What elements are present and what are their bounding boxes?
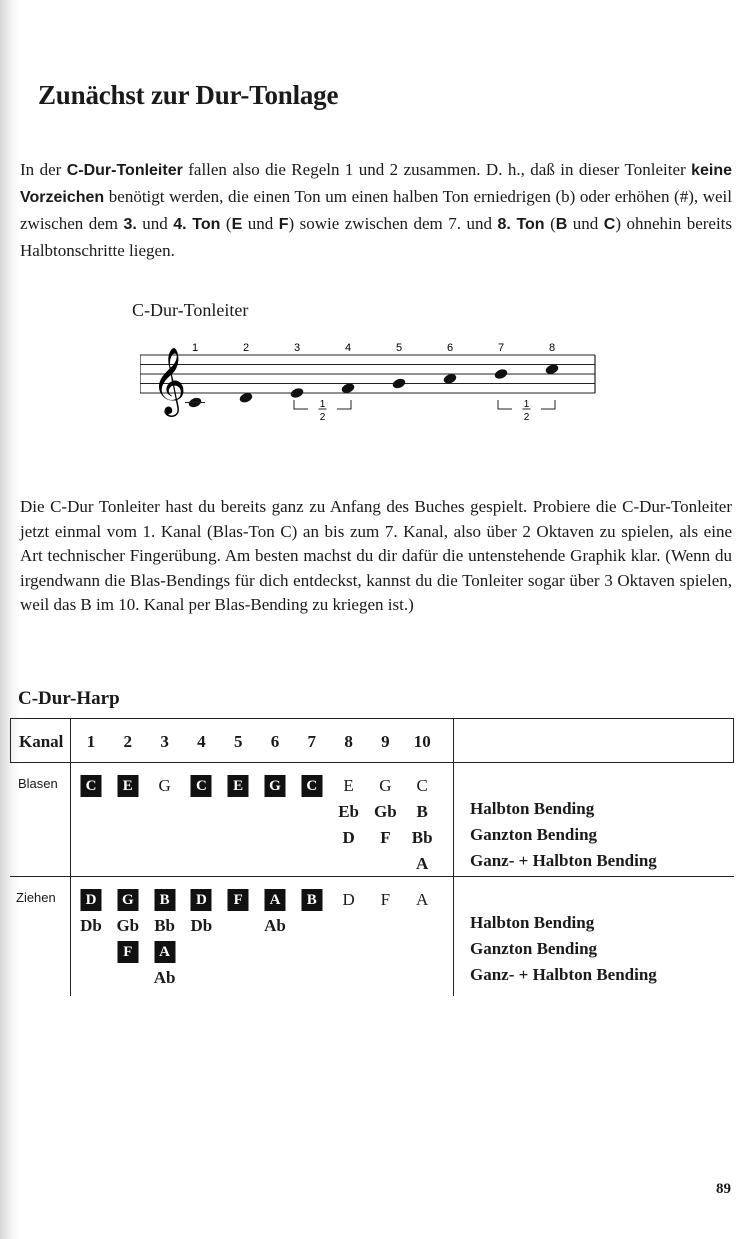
blasen-note-ch9-r2: F [380, 828, 391, 847]
ziehen-legend-whole-half: Ganz- + Halbton Bending [470, 965, 657, 984]
page-number: 89 [716, 1181, 731, 1197]
ziehen-note-ch3-r3: Ab [153, 968, 176, 987]
blasen-note-ch8-r0: E [343, 776, 354, 795]
ziehen-row-label: Ziehen [16, 890, 56, 905]
scale-degree-label: 3 [293, 342, 301, 354]
blasen-note-ch9-r0: G [379, 776, 392, 795]
channel-header-9: 9 [381, 732, 390, 751]
blasen-note-ch6-r0: G [265, 775, 286, 797]
channel-header-3: 3 [160, 732, 169, 751]
c-major-scale-staff [140, 335, 600, 435]
blasen-note-ch7-r0: C [301, 775, 322, 797]
scale-degree-label: 5 [395, 342, 403, 354]
table-header-divider [10, 762, 734, 763]
bold-term: B [555, 216, 568, 233]
ziehen-note-ch3-r2: A [154, 941, 175, 963]
ziehen-note-ch10-r0: A [416, 890, 429, 909]
bold-term: C-Dur-Tonleiter [66, 162, 183, 179]
blasen-row-label: Blasen [18, 776, 58, 791]
channel-header-7: 7 [307, 732, 317, 751]
ziehen-note-ch4-r1: Db [190, 916, 213, 935]
scale-degree-label: 6 [446, 342, 454, 354]
text-segment: ( [220, 214, 232, 233]
text-segment: und [242, 214, 279, 233]
blasen-note-ch3-r0: G [158, 776, 171, 795]
scale-degree-label: 4 [344, 342, 352, 354]
blasen-note-ch8-r2: D [342, 828, 355, 847]
blasen-note-ch5-r0: E [228, 775, 249, 797]
ziehen-note-ch3-r0: B [154, 889, 175, 911]
scale-note-3 [289, 387, 304, 400]
bold-term: 8. Ton [497, 216, 545, 233]
ziehen-note-ch9-r0: F [380, 890, 391, 909]
ziehen-note-ch2-r2: F [117, 941, 138, 963]
blasen-note-ch1-r0: C [81, 775, 102, 797]
practice-paragraph: Die C-Dur Tonleiter hast du bereits ganz zu Anfang des Buches gespielt. Probiere die C-Dur-Tonleiter jetzt einmal vom 1. Kanal (Blas-Ton C) an bis zum 7. Kanal, also über 2 Oktaven zu spielen, als eine Art technischer Fingerübung. Am besten machst du dir dafür die untenstehende Graphik klar. (Wenn du irgendwann die Blas-Bendings für dich entdeckst, kannst du die Tonleiter sogar über 3 Oktaven spielen, weil das B im 10. Kanal per Blas-Bending zu kriegen ist.) [20, 497, 732, 614]
table-top-border [10, 718, 734, 719]
ziehen-note-ch6-r0: A [265, 889, 286, 911]
treble-clef-icon: 𝄞 [152, 346, 187, 414]
bold-term: keine Vorzeichen [20, 162, 732, 206]
text-segment: benötigt werden, die einen Ton um einen halben Ton erniedrigen (b) oder erhöhen (#), weil zwischen dem [20, 187, 732, 233]
half-step-numerator: 1 [319, 399, 326, 410]
ziehen-note-ch1-r0: D [81, 889, 102, 911]
ziehen-note-ch4-r0: D [191, 889, 212, 911]
scale-degree-label: 8 [548, 342, 556, 354]
blasen-note-ch10-r1: B [416, 802, 428, 821]
table-label-column-divider [70, 718, 71, 996]
channel-header-5: 5 [233, 732, 243, 751]
scale-degree-label: 7 [497, 342, 505, 354]
ziehen-note-ch7-r0: B [301, 889, 322, 911]
blasen-note-ch10-r3: A [416, 854, 429, 873]
ziehen-note-ch2-r1: Gb [116, 916, 140, 935]
bold-term: F [278, 216, 289, 233]
page-edge-shadow [0, 0, 20, 1239]
channel-header-2: 2 [123, 732, 133, 751]
text-segment: und [567, 214, 604, 233]
blasen-note-ch9-r1: Gb [374, 802, 397, 821]
blasen-note-ch10-r0: C [416, 776, 428, 795]
c-dur-harp-table [10, 718, 734, 998]
blasen-note-ch4-r0: C [191, 775, 212, 797]
bold-term: E [231, 216, 243, 233]
text-segment: ) ohnehin bereits Halbtonschritte liegen. [20, 214, 733, 260]
ziehen-legend-half: Halbton Bending [470, 913, 595, 932]
ziehen-note-ch1-r1: Db [80, 916, 102, 935]
channel-header-4: 4 [197, 732, 206, 751]
ziehen-note-ch6-r1: Ab [264, 916, 286, 935]
bold-term: 3. [123, 216, 137, 233]
table-row-divider [10, 876, 734, 877]
half-step-numerator: 1 [523, 399, 530, 410]
channel-header-6: 6 [270, 732, 280, 751]
scale-degree-label: 1 [191, 342, 199, 354]
bold-term: 4. Ton [173, 216, 221, 233]
ziehen-note-ch8-r0: D [342, 890, 355, 909]
table-left-border [10, 718, 11, 762]
blasen-note-ch8-r1: Eb [338, 802, 359, 821]
text-segment: ( [544, 214, 556, 233]
kanal-header: Kanal [19, 732, 64, 751]
ziehen-legend-whole: Ganzton Bending [470, 939, 598, 958]
ziehen-note-ch3-r1: Bb [154, 916, 175, 935]
page-heading: Zunächst zur Dur-Tonlage [38, 80, 339, 110]
text-segment: fallen also die Regeln 1 und 2 zusammen. D. h., daß in dieser Tonleiter [182, 160, 692, 179]
blasen-note-ch2-r0: E [117, 775, 138, 797]
blasen-legend-half: Halbton Bending [470, 799, 595, 818]
blasen-note-ch10-r2: Bb [411, 828, 433, 847]
text-segment: In der [20, 160, 67, 179]
ziehen-note-ch2-r0: G [117, 889, 138, 911]
table-legend-column-divider [453, 718, 454, 996]
channel-header-10: 10 [413, 732, 431, 751]
text-segment: ) sowie zwischen dem 7. und [288, 214, 498, 233]
scale-degree-label: 2 [242, 342, 250, 354]
harp-table-title: C-Dur-Harp [18, 688, 120, 709]
scale-label: C-Dur-Tonleiter [132, 300, 249, 320]
channel-header-1: 1 [86, 732, 96, 751]
intro-paragraph [20, 157, 732, 264]
half-step-denominator: 2 [319, 412, 326, 423]
text-segment: und [136, 214, 174, 233]
staff-lines [140, 355, 595, 393]
ziehen-note-ch5-r0: F [228, 889, 249, 911]
scale-note-7 [493, 368, 508, 381]
bold-term: C [603, 216, 616, 233]
scale-note-5 [391, 377, 406, 390]
half-step-denominator: 2 [523, 412, 530, 423]
channel-header-8: 8 [344, 732, 353, 751]
table-right-border [733, 718, 734, 762]
blasen-legend-whole-half: Ganz- + Halbton Bending [470, 851, 657, 870]
blasen-legend-whole: Ganzton Bending [470, 825, 598, 844]
